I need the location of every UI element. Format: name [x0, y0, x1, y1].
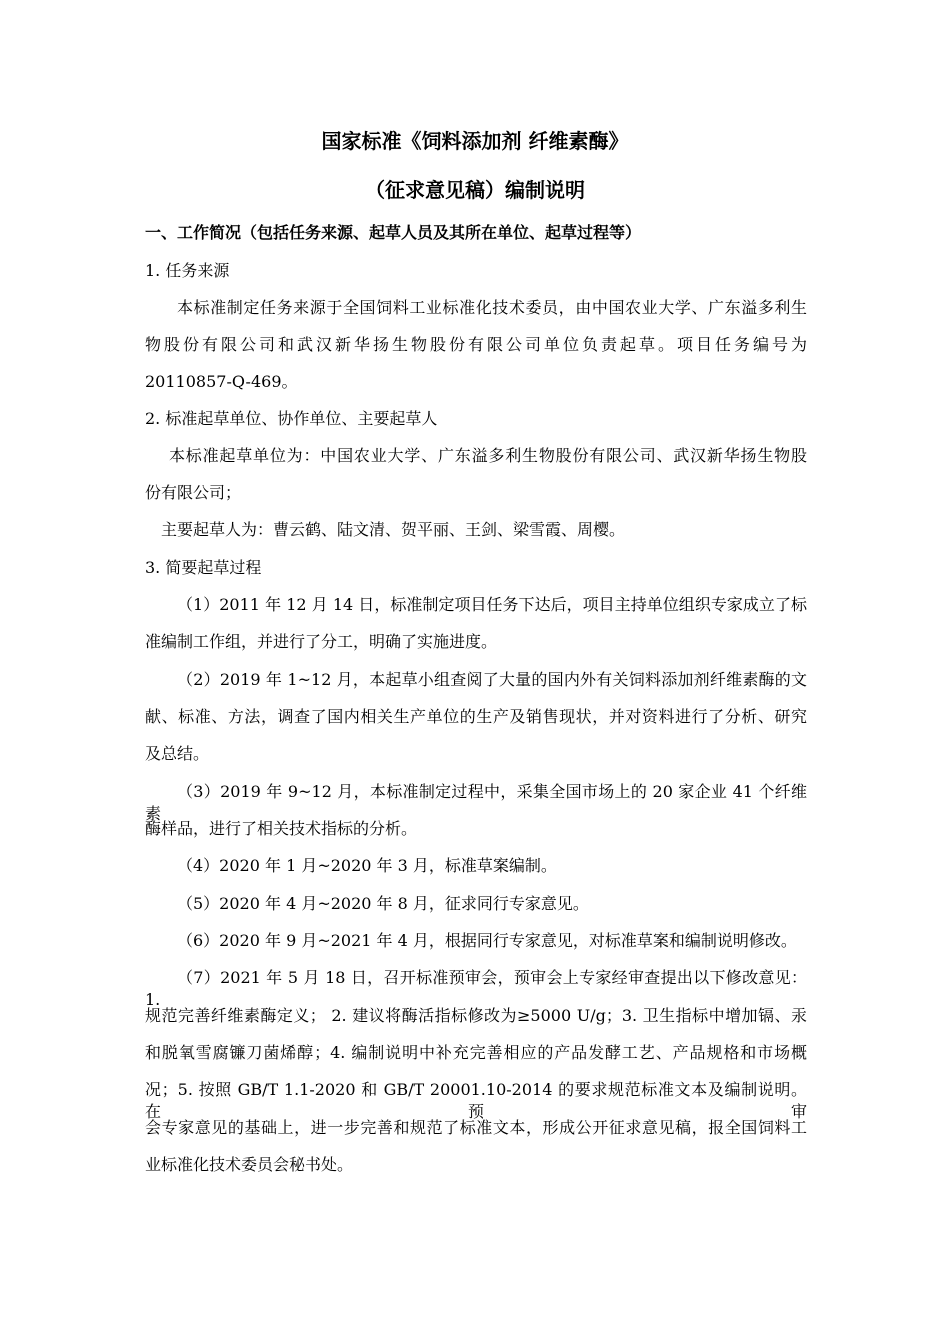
paragraph-line: （5）2020 年 4 月~2020 年 8 月，征求同行专家意见。 [177, 894, 589, 913]
paragraph-line: （4）2020 年 1 月~2020 年 3 月，标准草案编制。 [177, 856, 557, 875]
paragraph-line: 和脱氧雪腐镰刀菌烯醇；4. 编制说明中补充完善相应的产品发酵工艺、产品规格和市场概 [145, 1043, 807, 1062]
paragraph-line: 会专家意见的基础上，进一步完善和规范了标准文本，形成公开征求意见稿，报全国饲料工 [145, 1118, 807, 1137]
paragraph-line: 况；5. 按照 GB/T 1.1-2020 和 GB/T 20001.10-2014 的要求规范标准文本及编制说明。在预审 [145, 1080, 807, 1121]
paragraph-line: 及总结。 [145, 744, 210, 763]
section-heading: 一、工作简况（包括任务来源、起草人员及其所在单位、起草过程等） [145, 223, 642, 242]
paragraph-line: 本标准制定任务来源于全国饲料工业标准化技术委员，由中国农业大学、广东溢多利生 [177, 298, 807, 317]
document-subtitle: （征求意见稿）编制说明 [365, 178, 585, 202]
paragraph-line: 酶样品，进行了相关技术指标的分析。 [145, 819, 418, 838]
paragraph-line: 本标准起草单位为：中国农业大学、广东溢多利生物股份有限公司、武汉新华扬生物股 [169, 446, 807, 465]
paragraph-line: 规范完善纤维素酶定义； 2. 建议将酶活指标修改为≥5000 U/g；3. 卫生指标中增加镉、汞 [145, 1006, 807, 1025]
paragraph-line: （7）2021 年 5 月 18 日，召开标准预审会，预审会上专家经审查提出以下修改意见：1. [145, 968, 807, 1009]
document-title: 国家标准《饲料添加剂 纤维素酶》 [321, 129, 629, 153]
paragraph-line: 20110857-Q-469。 [145, 372, 298, 391]
paragraph-line: 准编制工作组，并进行了分工，明确了实施进度。 [145, 632, 498, 651]
paragraph-line: （2）2019 年 1~12 月，本起草小组查阅了大量的国内外有关饲料添加剂纤维素酶的文 [177, 670, 807, 689]
item-heading: 3. 简要起草过程 [145, 558, 262, 577]
paragraph-line: （1）2011 年 12 月 14 日，标准制定项目任务下达后，项目主持单位组织专家成立了标 [177, 595, 807, 614]
paragraph-line: 献、标准、方法，调查了国内相关生产单位的生产及销售现状，并对资料进行了分析、研究 [145, 707, 807, 726]
paragraph-line: 业标准化技术委员会秘书处。 [145, 1155, 354, 1174]
paragraph-line: 物股份有限公司和武汉新华扬生物股份有限公司单位负责起草。项目任务编号为 [145, 335, 807, 354]
paragraph-line: 主要起草人为：曹云鹤、陆文清、贺平丽、王剑、梁雪霞、周樱。 [161, 520, 626, 539]
item-heading: 2. 标准起草单位、协作单位、主要起草人 [145, 409, 438, 428]
item-heading: 1. 任务来源 [145, 261, 230, 280]
paragraph-line: 份有限公司； [145, 483, 242, 502]
paragraph-line: （3）2019 年 9~12 月，本标准制定过程中，采集全国市场上的 20 家企业 41 个纤维素 [145, 782, 807, 823]
paragraph-line: （6）2020 年 9 月~2021 年 4 月，根据同行专家意见，对标准草案和编制说明修改。 [177, 931, 797, 950]
